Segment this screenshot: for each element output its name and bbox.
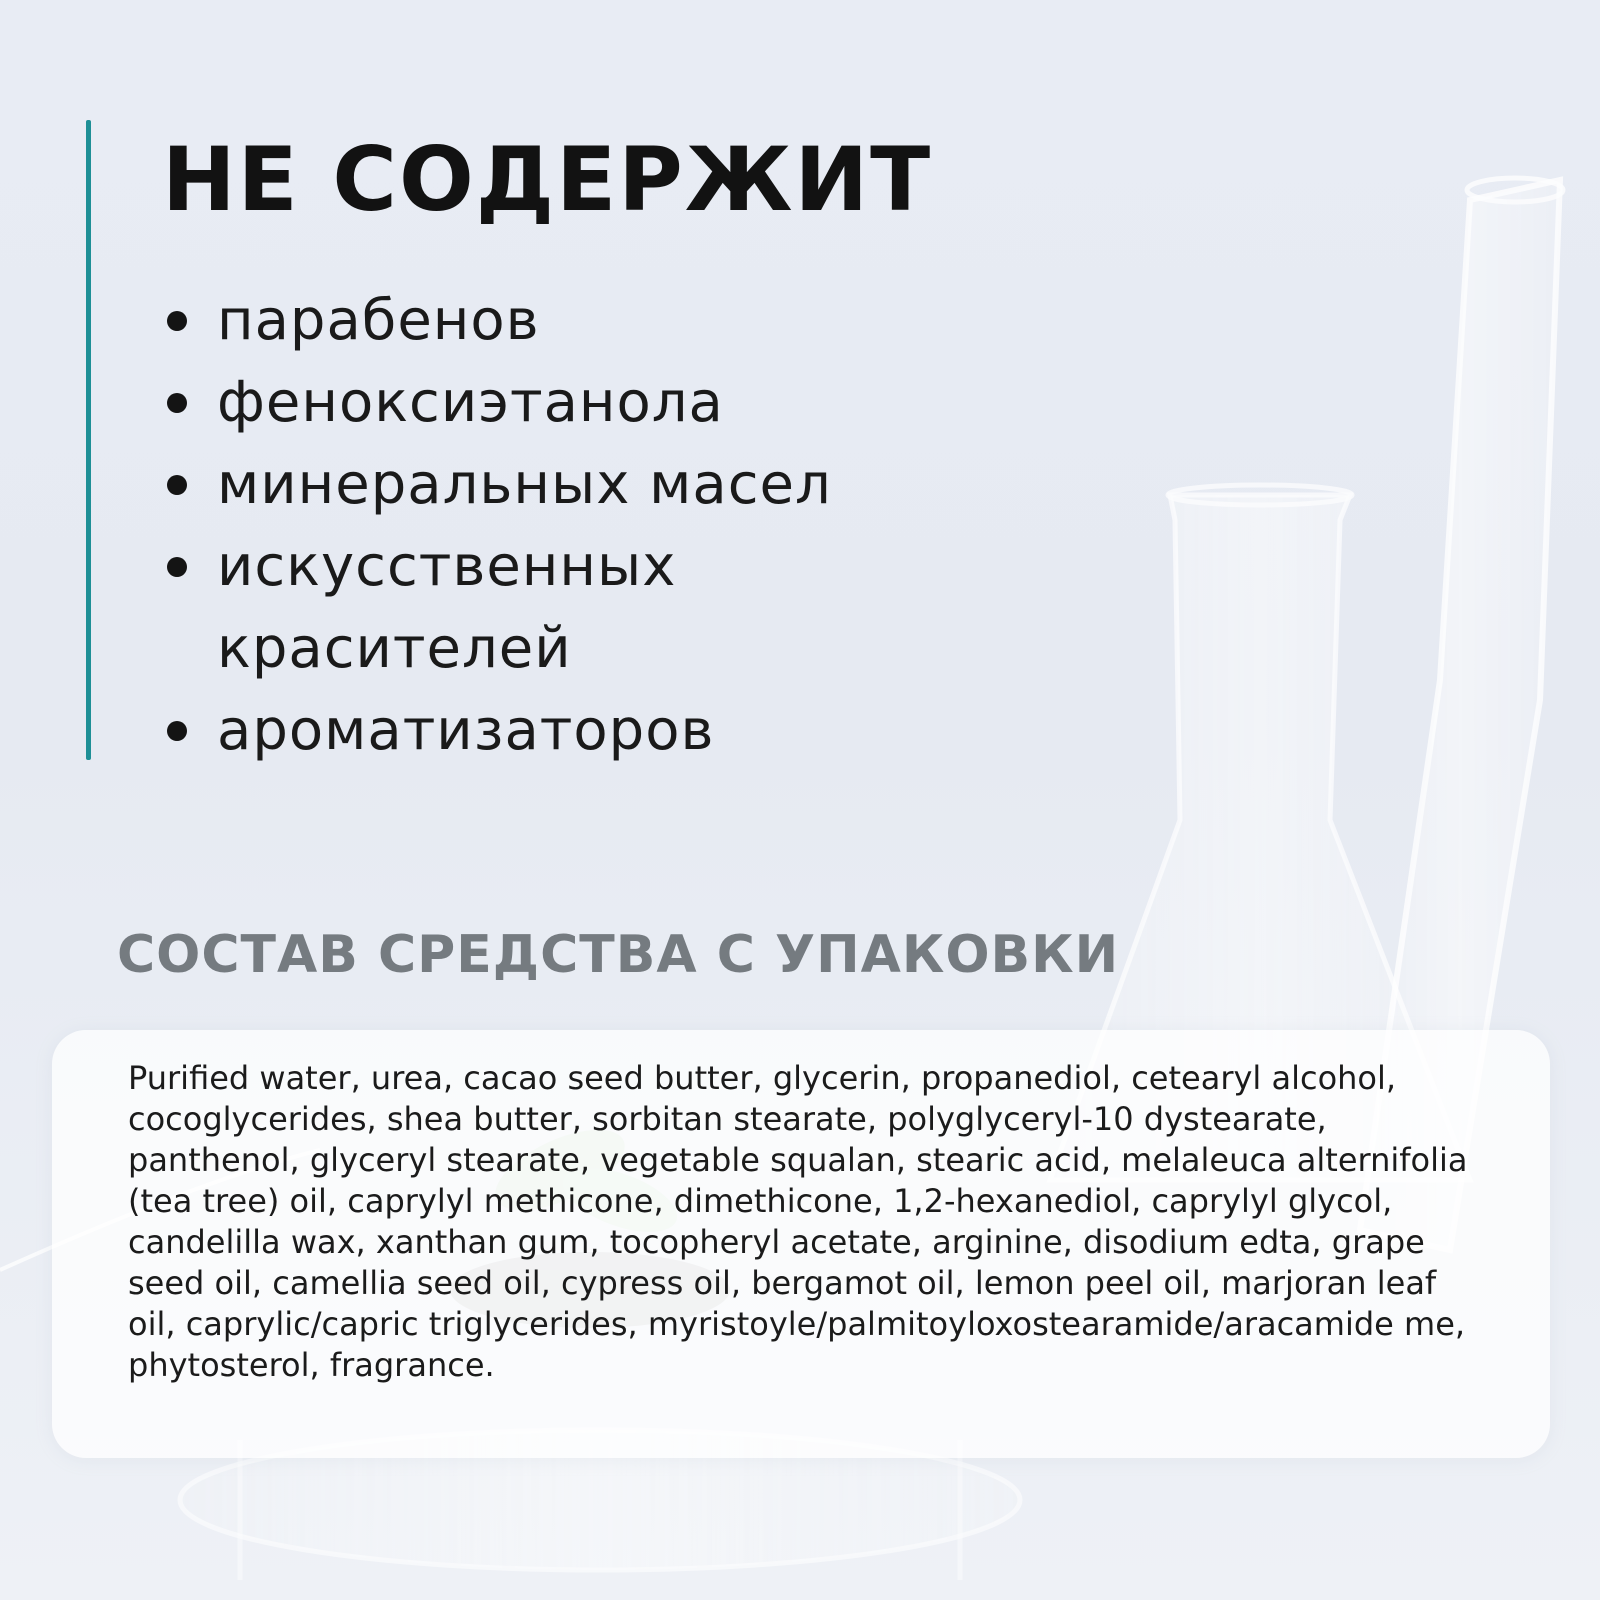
bullet-icon	[167, 475, 187, 495]
list-item-label: парабенов	[217, 288, 540, 353]
list-item-label: искусственных	[217, 534, 677, 599]
list-item-label: ароматизаторов	[217, 698, 715, 763]
list-item	[162, 362, 1062, 444]
page-title: НЕ СОДЕРЖИТ	[162, 128, 933, 231]
accent-line	[86, 120, 91, 760]
bullet-icon	[167, 721, 187, 741]
list-item	[162, 444, 1062, 526]
list-item-label-continued: красителей	[217, 616, 572, 681]
free-from-list	[162, 280, 1062, 772]
ingredients-card	[52, 1030, 1550, 1458]
bullet-icon	[167, 393, 187, 413]
list-item-label: минеральных масел	[217, 452, 832, 517]
bullet-icon	[167, 557, 187, 577]
list-item	[162, 690, 1062, 772]
list-item-label: феноксиэтанола	[217, 370, 724, 435]
list-item	[162, 280, 1062, 362]
bullet-icon	[167, 311, 187, 331]
ingredients-text: Purified water, urea, cacao seed butter, glycerin, propanediol, cetearyl alcohol, cocoglycerides, shea butter, sorbitan stearate, polyglyceryl-10 dystearate, panthenol, glyceryl stearate, vegetable squalan, stearic acid, melaleuca alternifolia (tea tree) oil, caprylyl methicone, dimethicone, 1,2-hexanediol, caprylyl glycol, candelilla wax, xanthan gum, tocopheryl acetate, arginine, disodium edta, grape seed oil, camellia seed oil, cypress oil, bergamot oil, lemon peel oil, marjoran leaf oil, caprylic/capric triglycerides, myristoyle/palmitoyloxostearamide/aracamide me, phytosterol, fragrance.	[128, 1059, 1468, 1384]
list-item	[162, 526, 1062, 690]
composition-title: СОСТАВ СРЕДСТВА С УПАКОВКИ	[117, 925, 1120, 985]
